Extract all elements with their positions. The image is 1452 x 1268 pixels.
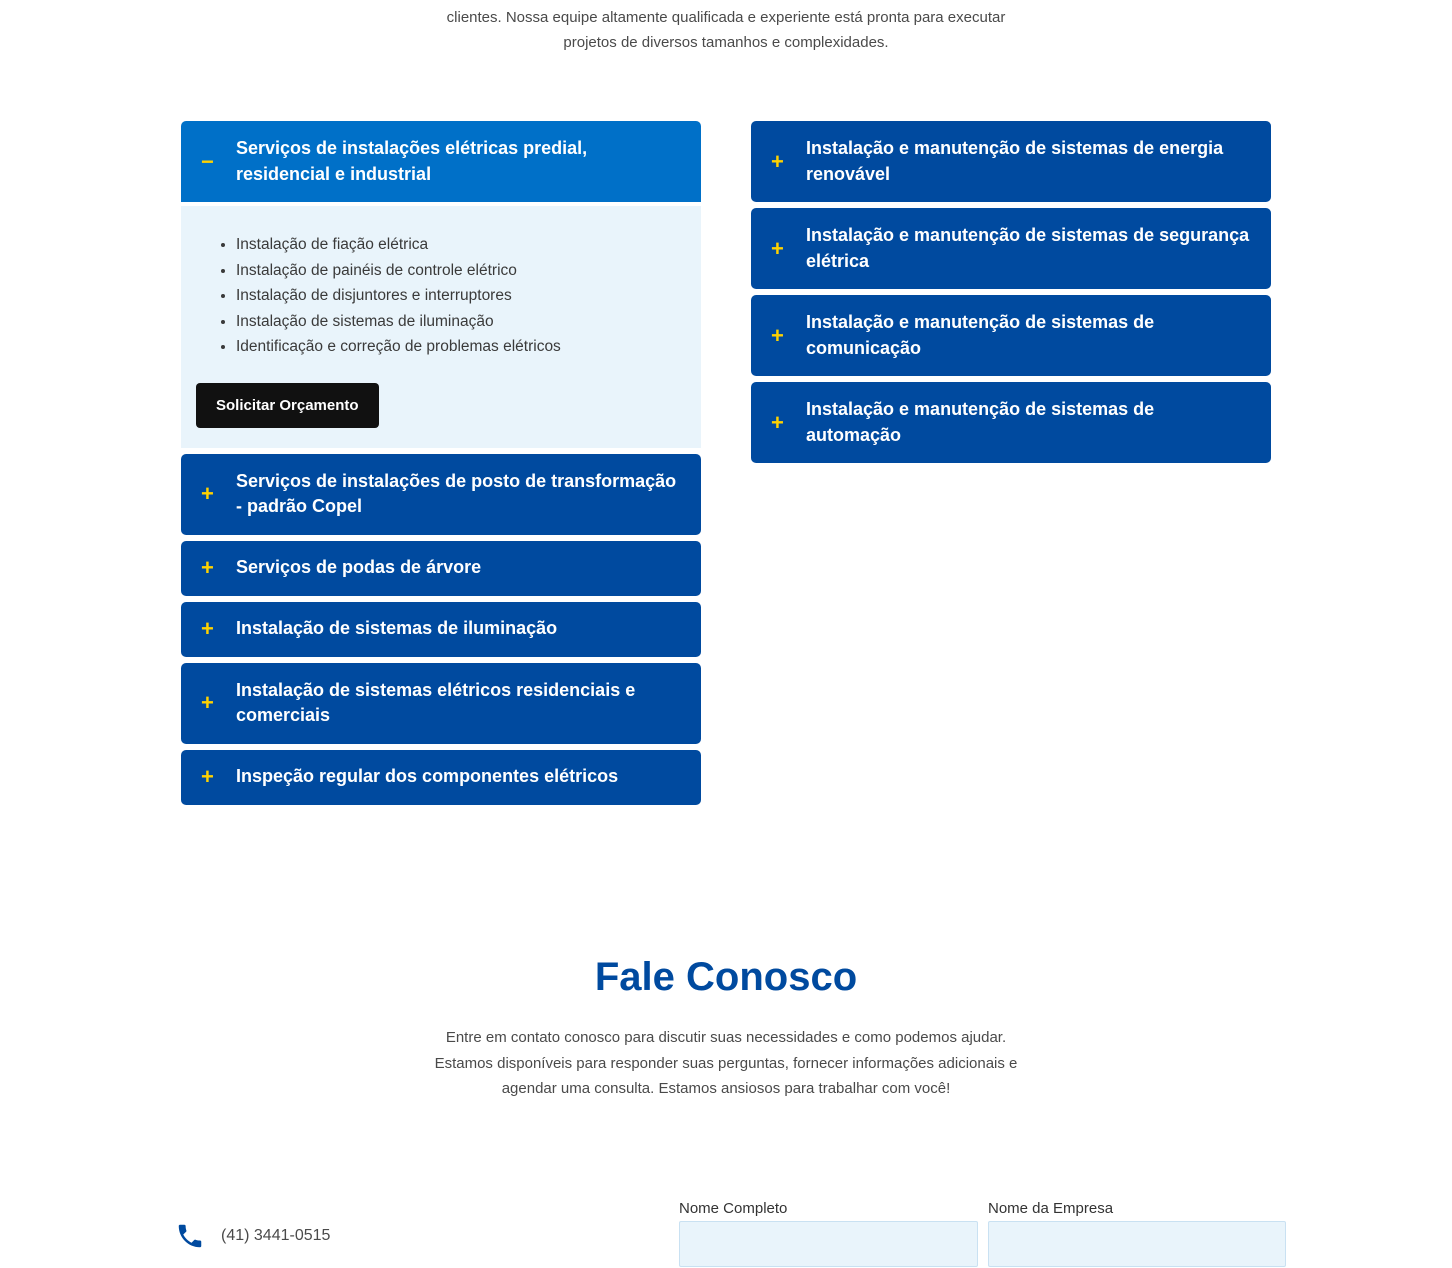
plus-icon: + xyxy=(771,235,784,261)
plus-icon: + xyxy=(201,690,214,715)
list-item: • Identificação e correção de problemas elétricos xyxy=(236,334,686,360)
accordion-header-iluminacao[interactable] xyxy=(181,602,701,657)
accordion-title: Serviços de instalações de posto de transformação - padrão Copel xyxy=(236,470,677,516)
intro-text: clientes. Nossa equipe altamente qualificada e experiente está pronta para executar projetos de diversos tamanhos e complexidades. xyxy=(446,9,1006,51)
accordion-title: Instalação e manutenção de sistemas de energia renovável xyxy=(806,138,1224,184)
plus-icon: + xyxy=(201,481,214,506)
accordion-header-automacao[interactable] xyxy=(751,382,1271,463)
accordion-header-posto[interactable] xyxy=(181,454,701,535)
intro-section xyxy=(0,5,1452,55)
accordion-item-posto xyxy=(181,454,701,535)
accordion-title: Instalação e manutenção de sistemas de comunicação xyxy=(806,312,1155,358)
full-name-field-group xyxy=(679,1200,978,1267)
plus-icon: + xyxy=(201,764,214,789)
service-list xyxy=(196,232,686,360)
accordion-header-comunicacao[interactable] xyxy=(751,295,1271,376)
accordion-header-energia[interactable] xyxy=(751,121,1271,202)
accordion-title: Serviços de instalações elétricas predial, residencial e industrial xyxy=(236,138,588,184)
phone-number: (41) 3441-0515 xyxy=(221,1227,331,1244)
plus-icon: + xyxy=(201,616,214,641)
plus-icon: + xyxy=(771,148,784,174)
accordion-item-residenciais xyxy=(181,663,701,744)
accordion-item-iluminacao xyxy=(181,602,701,657)
services-accordion-right xyxy=(751,121,1271,469)
minus-icon: − xyxy=(201,148,214,174)
accordion-item-automacao xyxy=(751,382,1271,463)
company-field-group xyxy=(988,1200,1286,1267)
phone-icon xyxy=(175,1220,205,1252)
list-item: • Instalação de sistemas de iluminação xyxy=(236,309,686,335)
accordion-title: Instalação e manutenção de sistemas de segurança elétrica xyxy=(806,225,1250,271)
accordion-item-podas xyxy=(181,541,701,596)
contact-text: Entre em contato conosco para discutir suas necessidades e como podemos ajudar. Estamos disponíveis para responder suas perguntas, fornecer informações adicionais e agendar uma consulta. Estamos ansiosos para trabalhar com você! xyxy=(434,1029,1018,1097)
accordion-header-residenciais[interactable] xyxy=(181,663,701,744)
plus-icon: + xyxy=(771,409,784,435)
accordion-item-comunicacao xyxy=(751,295,1271,376)
accordion-title: Serviços de podas de árvore xyxy=(236,557,482,578)
plus-icon: + xyxy=(771,322,784,348)
accordion-item-predial xyxy=(181,121,701,448)
list-item: • Instalação de fiação elétrica xyxy=(236,232,686,258)
phone-contact[interactable] xyxy=(175,1220,330,1252)
list-item: • Instalação de painéis de controle elétrico xyxy=(236,258,686,284)
accordion-title: Inspeção regular dos componentes elétricos xyxy=(236,766,619,787)
accordion-header-inspecao[interactable] xyxy=(181,750,701,805)
accordion-title: Instalação de sistemas elétricos residenciais e comerciais xyxy=(236,679,636,725)
request-quote-button[interactable]: Solicitar Orçamento xyxy=(196,383,379,428)
company-input[interactable] xyxy=(988,1221,1286,1267)
company-label: Nome da Empresa xyxy=(988,1200,1114,1217)
contact-title: Fale Conosco xyxy=(594,955,858,999)
accordion-item-seguranca xyxy=(751,208,1271,289)
accordion-title: Instalação de sistemas de iluminação xyxy=(236,618,558,639)
accordion-item-inspecao xyxy=(181,750,701,805)
accordion-panel-predial xyxy=(181,206,701,448)
list-item: • Instalação de disjuntores e interruptores xyxy=(236,283,686,309)
accordion-header-predial[interactable] xyxy=(181,121,701,202)
full-name-input[interactable] xyxy=(679,1221,978,1267)
contact-description xyxy=(0,1025,1452,1102)
accordion-title: Instalação e manutenção de sistemas de automação xyxy=(806,399,1155,445)
accordion-item-energia xyxy=(751,121,1271,202)
accordion-header-seguranca[interactable] xyxy=(751,208,1271,289)
services-accordion-left xyxy=(181,121,701,811)
full-name-label: Nome Completo xyxy=(679,1200,788,1217)
plus-icon: + xyxy=(201,555,214,580)
accordion-header-podas[interactable] xyxy=(181,541,701,596)
